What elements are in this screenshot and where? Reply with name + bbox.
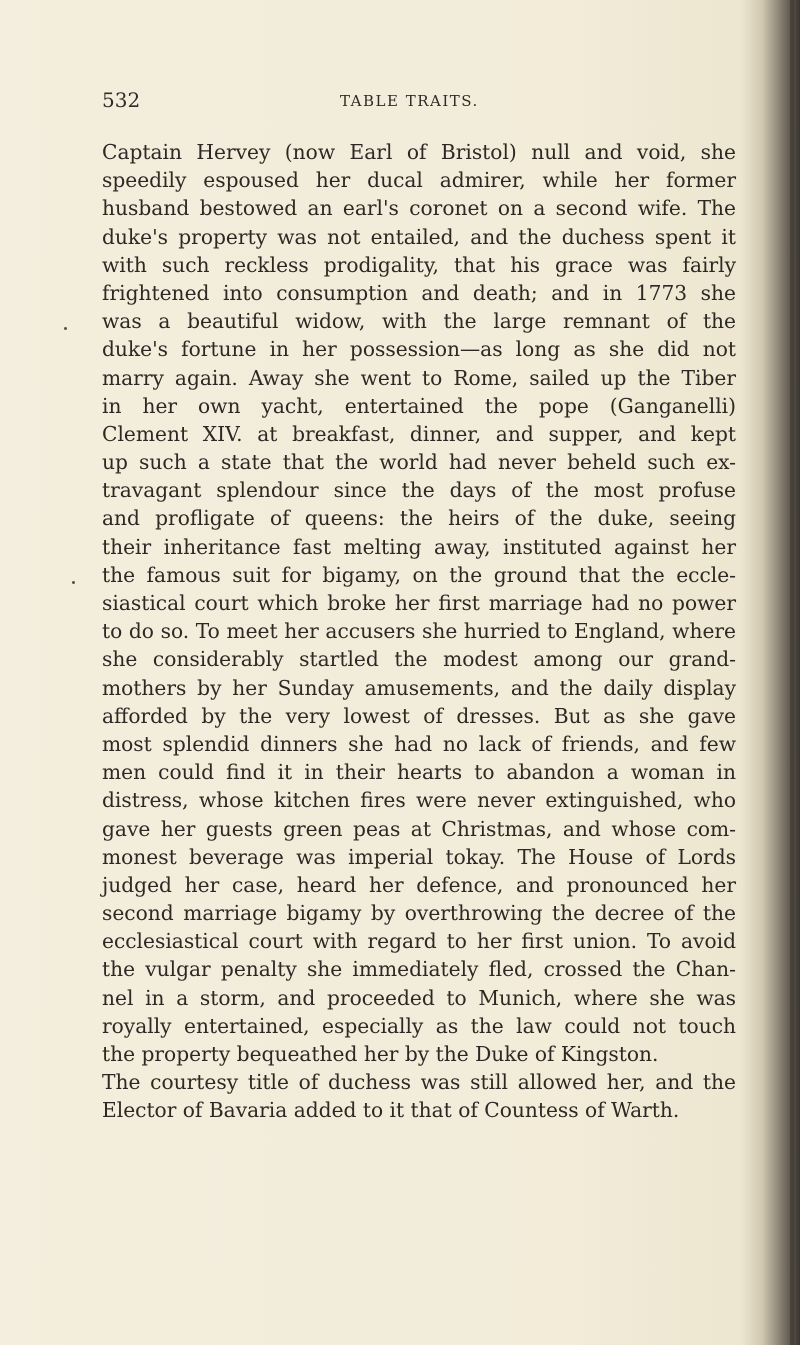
text-line: siastical court which broke her first marriage had no power xyxy=(102,591,736,615)
text-line: Captain Hervey (now Earl of Bristol) null and void, she xyxy=(102,140,736,164)
text-line: frightened into consumption and death; and in 1773 she xyxy=(102,280,736,305)
text-line: Clement XIV. at breakfast, dinner, and supper, and kept xyxy=(102,421,736,446)
text-line: duke's property was not entailed, and the duchess spent it xyxy=(102,224,736,249)
text-line: in her own yacht, entertained the pope (Ganganelli) xyxy=(102,393,736,418)
text-line: husband bestowed an earl's coronet on a second wife. The xyxy=(102,196,736,221)
running-head: TABLE TRAITS. xyxy=(340,92,479,110)
text-line: The courtesy title of duchess was still allowed her, and the xyxy=(102,1070,736,1095)
text-line: most splendid dinners she had no lack of friends, and few xyxy=(102,731,736,756)
text-line: with such reckless prodigality, that his grace was fairly xyxy=(102,252,736,277)
paper-speck xyxy=(72,581,75,584)
text-line: duke's fortune in her possession—as long as she did not xyxy=(102,337,736,362)
text-line: to do so. To meet her accusers she hurried to England, where xyxy=(102,619,736,644)
text-line: mothers by her Sunday amusements, and the daily display xyxy=(102,675,736,700)
text-line: Elector of Bavaria added to it that of Countess of Warth. xyxy=(102,1098,680,1123)
text-line: marry again. Away she went to Rome, sailed up the Tiber xyxy=(102,365,736,390)
text-line: distress, whose kitchen fires were never extinguished, who xyxy=(102,788,736,813)
text-line: monest beverage was imperial tokay. The House of Lords xyxy=(102,844,736,869)
text-line: and profligate of queens: the heirs of the duke, seeing xyxy=(102,506,736,531)
text-line: ecclesiastical court with regard to her first union. To avoid xyxy=(102,929,736,954)
text-line: royally entertained, especially as the law could not touch xyxy=(102,1013,736,1038)
text-line: afforded by the very lowest of dresses. But as she gave xyxy=(102,703,736,728)
text-line: nel in a storm, and proceeded to Munich, where she was xyxy=(102,985,736,1010)
text-line: travagant splendour since the days of the most profuse xyxy=(102,478,736,503)
page-binding-edge xyxy=(790,0,794,1345)
paper-speck xyxy=(64,327,67,330)
page-header xyxy=(102,88,736,118)
text-line: their inheritance fast melting away, instituted against her xyxy=(102,534,736,559)
text-line: up such a state that the world had never beheld such ex- xyxy=(102,450,736,475)
text-line: gave her guests green peas at Christmas, and whose com- xyxy=(102,816,736,841)
text-line: the vulgar penalty she immediately fled, crossed the Chan- xyxy=(102,957,736,982)
text-line: second marriage bigamy by overthrowing the decree of the xyxy=(102,901,736,926)
page-number: 532 xyxy=(102,88,141,112)
body-text xyxy=(102,138,736,1125)
text-line: she considerably startled the modest among our grand- xyxy=(102,647,736,672)
text-line: men could find it in their hearts to abandon a woman in xyxy=(102,760,736,785)
text-line: the property bequeathed her by the Duke of Kingston. xyxy=(102,1042,659,1066)
text-line: the famous suit for bigamy, on the ground that the eccle- xyxy=(102,562,736,587)
text-line: was a beautiful widow, with the large remnant of the xyxy=(102,309,736,334)
text-line: speedily espoused her ducal admirer, while her former xyxy=(102,168,736,193)
text-line: judged her case, heard her defence, and pronounced her xyxy=(102,872,736,897)
